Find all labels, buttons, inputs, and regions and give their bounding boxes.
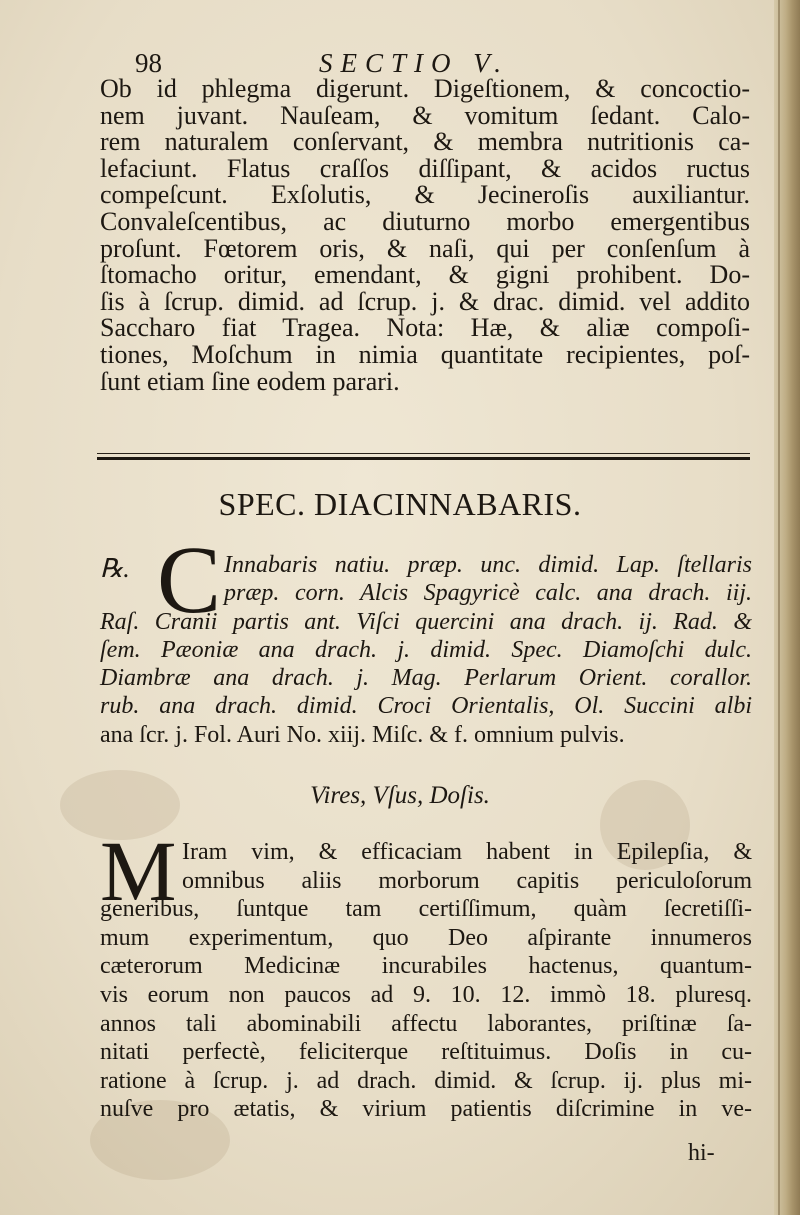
recipe-symbol: ℞. bbox=[100, 554, 130, 583]
text-line: tiones, Moſchum in nimia quantitate recipientes, poſ- bbox=[100, 339, 750, 369]
text-line: vis eorum non paucos ad 9. 10. 12. immò 18. pluresq. bbox=[100, 981, 752, 1008]
paragraph-intro bbox=[100, 76, 750, 395]
recipe-line: Diambræ ana drach. j. Mag. Perlarum Orient. corallor. bbox=[100, 665, 752, 692]
recipe-block bbox=[100, 551, 752, 749]
text-line: Convaleſcentibus, ac diuturno morbo emergentibus bbox=[100, 206, 750, 236]
text-line: Iram vim, & efficaciam habent in Epilepſia, & bbox=[182, 839, 752, 865]
text-line: Saccharo fiat Tragea. Nota: Hæ, & aliæ compoſi- bbox=[100, 313, 750, 343]
text-line: nuſve pro ætatis, & virium patientis diſcrimine in ve- bbox=[100, 1096, 752, 1123]
text-line: cæterorum Medicinæ incurabiles hactenus, quantum- bbox=[100, 953, 752, 980]
recipe-line: rub. ana drach. dimid. Croci Orientalis, Ol. Succini albi bbox=[100, 693, 752, 720]
recipe-line: ſem. Pæoniæ ana drach. j. dimid. Spec. Diamoſchi dulc. bbox=[100, 636, 752, 663]
section-divider-rule bbox=[97, 453, 750, 460]
text-line: nitati perfectè, feliciterque reſtituimus. Doſis in cu- bbox=[100, 1039, 752, 1066]
drop-cap-m: M bbox=[100, 823, 177, 919]
drop-cap-c: C bbox=[157, 526, 222, 633]
text-line: lefaciunt. Flatus craſſos diſſipant, & acidos ructus bbox=[100, 153, 750, 183]
text-line: rem naturalem conſervant, & membra nutritionis ca- bbox=[100, 127, 750, 157]
text-line: compeſcunt. Exſolutis, & Jecineroſis auxiliantur. bbox=[100, 180, 750, 210]
recipe-line: Raſ. Cranii partis ant. Viſci quercini ana drach. ij. Rad. & bbox=[100, 608, 752, 635]
paragraph-vires bbox=[100, 838, 752, 1124]
text-line: proſunt. Fœtorem oris, & naſi, qui per conſenſum à bbox=[100, 233, 750, 263]
text-line: ratione à ſcrup. j. ad drach. dimid. & ſcrup. ij. plus mi- bbox=[100, 1067, 752, 1094]
text-line: ſunt etiam ſine eodem parari. bbox=[100, 366, 400, 396]
text-line: Ob id phlegma digerunt. Digeſtionem, & concoctio- bbox=[100, 74, 750, 103]
page-number: 98 bbox=[135, 48, 162, 78]
text-line: ſtomacho oritur, emendant, & gigni prohibent. Do- bbox=[100, 260, 750, 290]
recipe-line: Innabaris natiu. præp. unc. dimid. Lap. ſtellaris bbox=[224, 552, 752, 578]
recipe-line: ana ſcr. j. Fol. Auri No. xiij. Miſc. & f. omnium pulvis. bbox=[100, 721, 625, 748]
catchword: hi- bbox=[688, 1140, 715, 1166]
text-line: generibus, ſuntque tam certiſſimum, quàm ſecretiſſi- bbox=[100, 896, 752, 923]
text-line: annos tali abominabili affectu laborantes, priſtinæ ſa- bbox=[100, 1010, 752, 1037]
text-line: mum experimentum, quo Deo aſpirante innumeros bbox=[100, 924, 752, 951]
text-line: omnibus aliis morborum capitis periculoſorum bbox=[182, 867, 752, 894]
recipe-line: præp. corn. Alcis Spagyricè calc. ana drach. iij. bbox=[224, 580, 752, 607]
section-title: SPEC. DIACINNABARIS. bbox=[218, 486, 582, 522]
text-line: ſis à ſcrup. dimid. ad ſcrup. j. & drac. dimid. vel addito bbox=[100, 286, 750, 316]
text-line: nem juvant. Nauſeam, & vomitum ſedant. Calo- bbox=[100, 100, 750, 130]
running-head: SECTIO V. bbox=[319, 48, 510, 78]
page-edge-line bbox=[778, 0, 780, 1215]
subheading-vires: Vires, Vſus, Doſis. bbox=[310, 782, 490, 809]
